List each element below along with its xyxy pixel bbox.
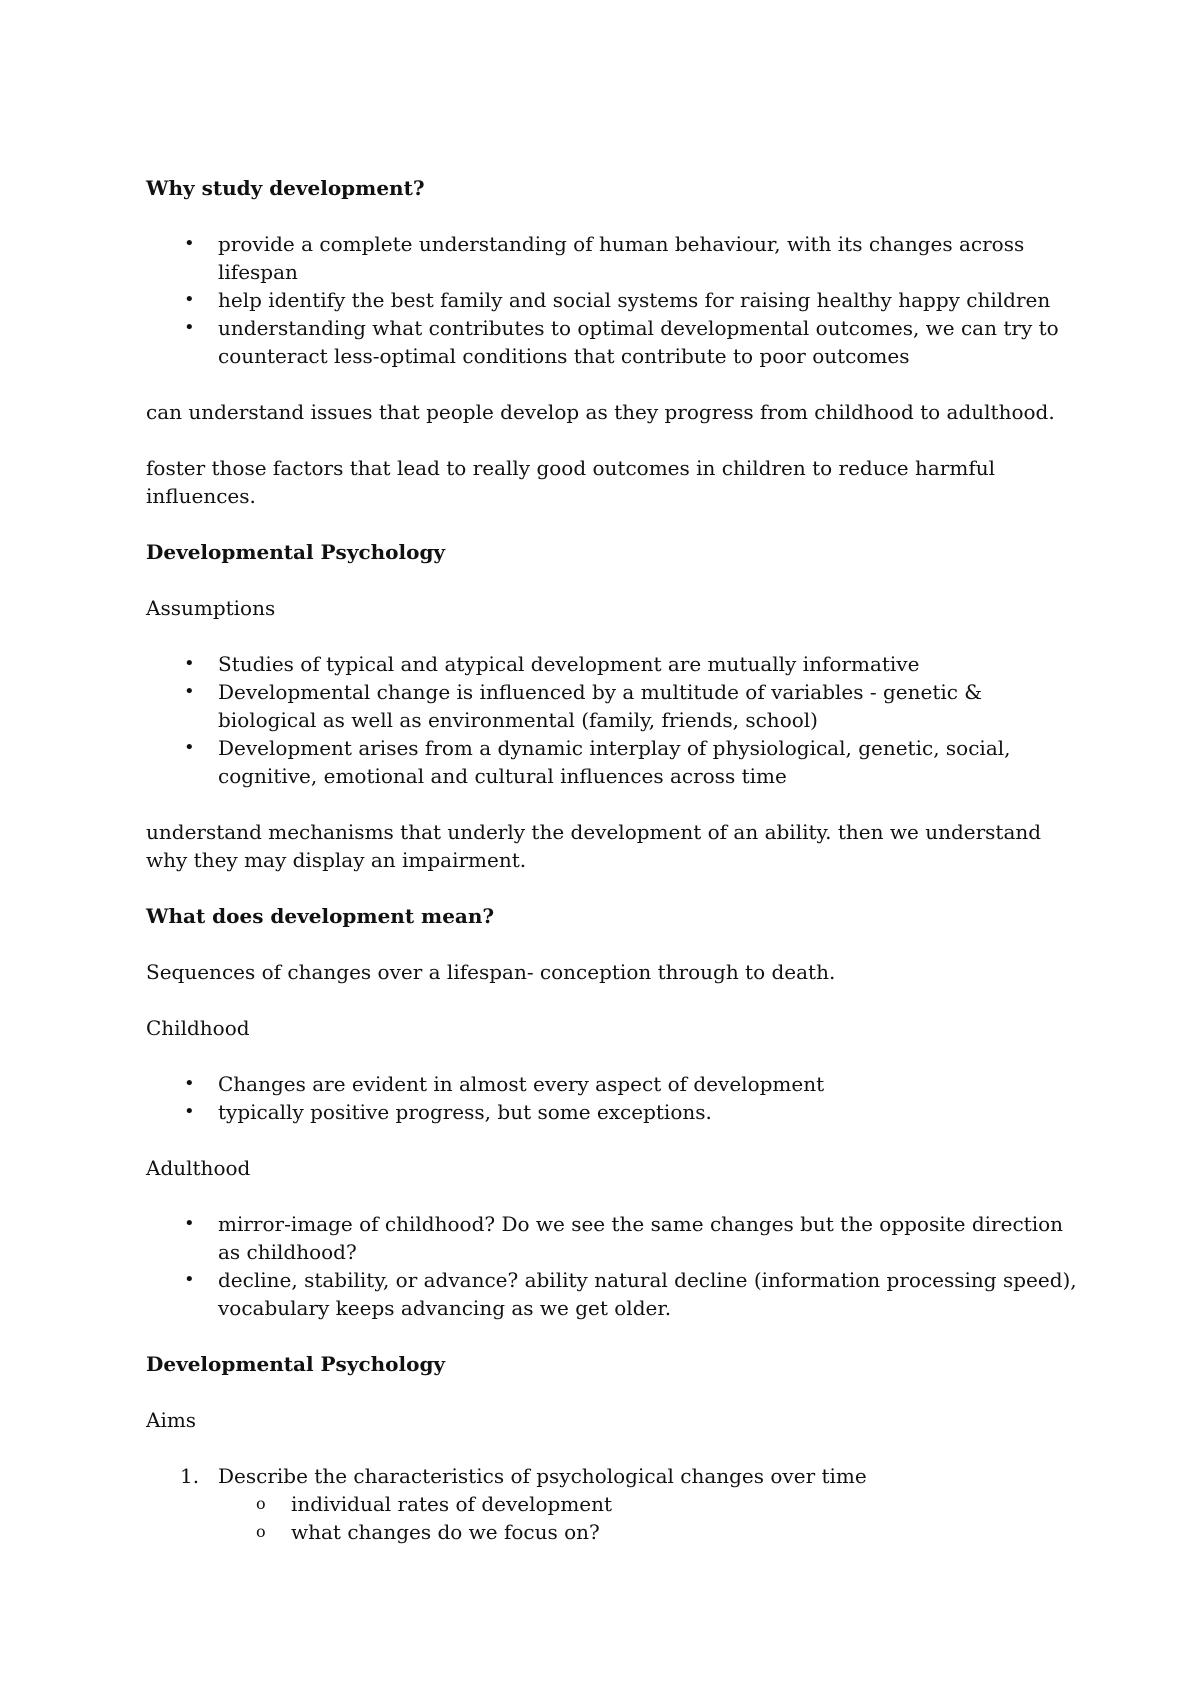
list-item-text: mirror-image of childhood? Do we see the same changes but the opposite direction as childhood? (218, 1212, 1064, 1264)
paragraph-mechanisms: understand mechanisms that underly the development of an ability. then we understand why they may display an impairment. (146, 820, 1042, 872)
heading-what-does-development-mean: What does development mean? (146, 904, 495, 928)
sub-list-item-text: what changes do we focus on? (291, 1520, 600, 1544)
list-item (146, 1462, 1086, 1546)
heading-why-study: Why study development? (146, 176, 425, 200)
adulthood-bullet-list (146, 1210, 1086, 1322)
subheading-assumptions: Assumptions (146, 596, 276, 620)
document-page (146, 174, 1086, 1574)
circle-bullet-icon: o (256, 1494, 266, 1513)
paragraph-foster: foster those factors that lead to really good outcomes in children to reduce harmful influences. (146, 456, 995, 508)
circle-bullet-icon: o (256, 1522, 266, 1541)
subheading-adulthood: Adulthood (146, 1156, 251, 1180)
list-number: 1. (180, 1464, 200, 1488)
bullet-icon: • (184, 1101, 195, 1122)
list-item-text: Describe the characteristics of psychological changes over time (218, 1464, 867, 1488)
list-item-text: decline, stability, or advance? ability natural decline (information processing speed), vocabulary keeps advancing as we get older. (218, 1268, 1077, 1320)
list-item-text: Studies of typical and atypical development are mutually informative (218, 652, 920, 676)
list-item-text: understanding what contributes to optimal developmental outcomes, we can try to counteract less-optimal conditions that contribute to poor outcomes (218, 316, 1059, 368)
bullet-icon: • (184, 1269, 195, 1290)
why-bullet-list (146, 230, 1086, 370)
list-item (146, 678, 1086, 734)
list-item (146, 650, 1086, 678)
aims-numbered-list (146, 1462, 1086, 1546)
heading-developmental-psychology-aims: Developmental Psychology (146, 1352, 446, 1376)
assumptions-bullet-list (146, 650, 1086, 790)
paragraph-sequences: Sequences of changes over a lifespan- conception through to death. (146, 960, 836, 984)
list-item (146, 734, 1086, 790)
sub-list-item (218, 1490, 1086, 1518)
list-item (146, 230, 1086, 286)
childhood-bullet-list (146, 1070, 1086, 1126)
bullet-icon: • (184, 289, 195, 310)
list-item (146, 1266, 1086, 1322)
bullet-icon: • (184, 317, 195, 338)
bullet-icon: • (184, 737, 195, 758)
sub-list-item-text: individual rates of development (291, 1492, 613, 1516)
heading-developmental-psychology: Developmental Psychology (146, 540, 446, 564)
subheading-childhood: Childhood (146, 1016, 250, 1040)
list-item (146, 1210, 1086, 1266)
bullet-icon: • (184, 681, 195, 702)
bullet-icon: • (184, 1073, 195, 1094)
list-item (146, 314, 1086, 370)
list-item-text: Changes are evident in almost every aspect of development (218, 1072, 825, 1096)
subheading-aims: Aims (146, 1408, 197, 1432)
list-item-text: help identify the best family and social systems for raising healthy happy children (218, 288, 1051, 312)
list-item (146, 286, 1086, 314)
list-item (146, 1070, 1086, 1098)
aims-sub-list (218, 1490, 1086, 1546)
paragraph-issues: can understand issues that people develop as they progress from childhood to adulthood. (146, 400, 1055, 424)
sub-list-item (218, 1518, 1086, 1546)
bullet-icon: • (184, 233, 195, 254)
bullet-icon: • (184, 653, 195, 674)
list-item (146, 1098, 1086, 1126)
bullet-icon: • (184, 1213, 195, 1234)
list-item-text: typically positive progress, but some exceptions. (218, 1100, 712, 1124)
list-item-text: provide a complete understanding of human behaviour, with its changes across lifespan (218, 232, 1025, 284)
list-item-text: Developmental change is influenced by a multitude of variables - genetic & biological as well as environmental (family, friends, school) (218, 680, 983, 732)
list-item-text: Development arises from a dynamic interplay of physiological, genetic, social, cognitive, emotional and cultural influences across time (218, 736, 1011, 788)
